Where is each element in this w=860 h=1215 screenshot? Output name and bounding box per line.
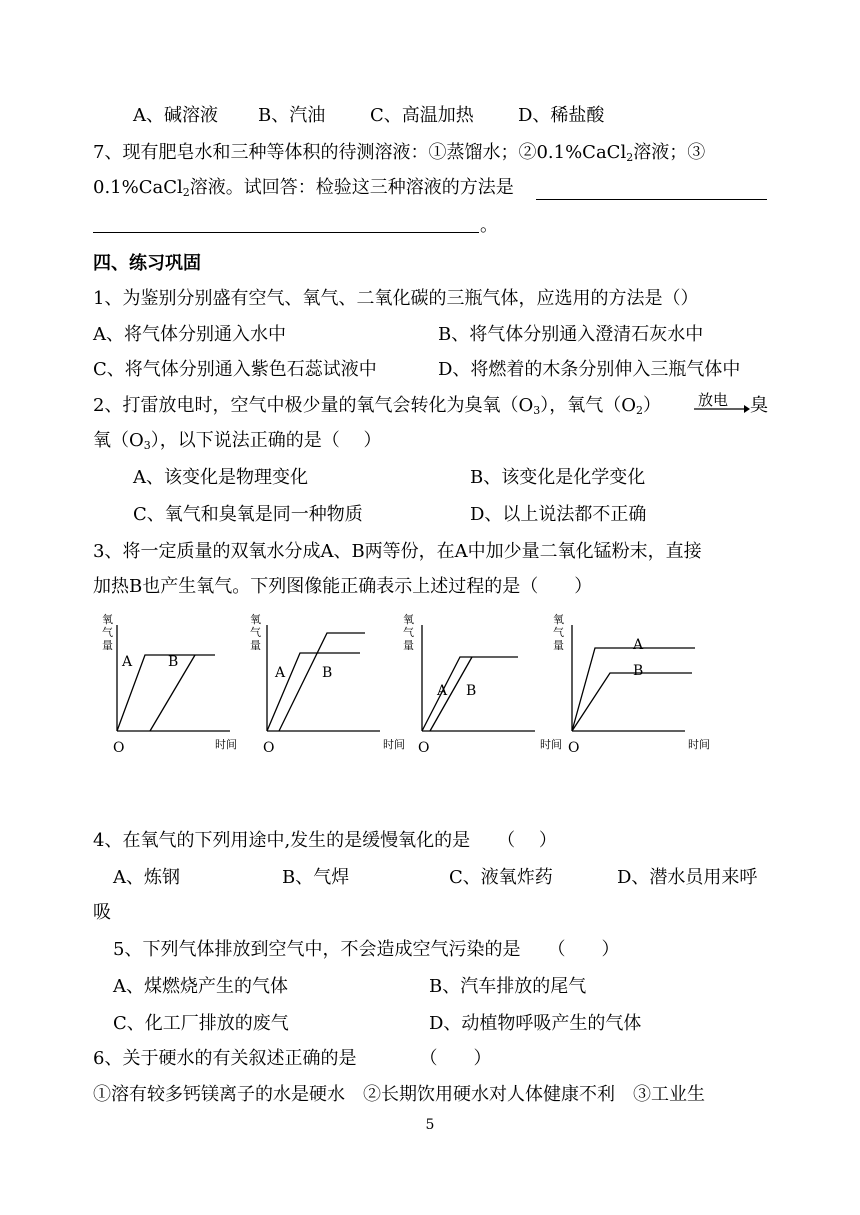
graph-1-label-a: A xyxy=(122,654,133,670)
p4-option-c: C、液氧炸药 xyxy=(449,867,553,888)
p6-stem: 6、关于硬水的有关叙述正确的是 （ ） xyxy=(93,1048,492,1069)
graph-1-ylabel-2: 气 xyxy=(102,626,113,639)
graph-1-ylabel-1: 氧 xyxy=(102,613,113,626)
p1-option-c: C、将气体分别通入紫色石蕊试液中 xyxy=(93,359,377,380)
graph-4-line-a xyxy=(572,648,695,731)
graph-2-ylabel-2: 气 xyxy=(250,626,261,639)
q7-line-1: 7、现有肥皂水和三种等体积的待测溶液：①蒸馏水；②0.1%CaCl$_2$溶液；③ xyxy=(93,142,706,164)
q6-option-a: A、碱溶液 xyxy=(133,105,218,126)
p4-option-d: D、潜水员用来呼 xyxy=(617,867,758,888)
p1-stem: 1、为鉴别分别盛有空气、氧气、二氧化碳的三瓶气体，应选用的方法是（） xyxy=(93,288,699,309)
p1-option-a: A、将气体分别通入水中 xyxy=(93,324,286,345)
p3-line-1: 3、将一定质量的双氧水分成A、B两等份，在A中加少量二氧化锰粉末，直接 xyxy=(93,541,702,562)
reaction-arrow-icon xyxy=(692,404,750,414)
graph-4-xlabel: 时间 xyxy=(688,738,710,751)
graph-2-ylabel-3: 量 xyxy=(250,639,261,652)
p2-option-b: B、该变化是化学变化 xyxy=(470,467,646,488)
graph-2-ylabel-1: 氧 xyxy=(250,613,261,626)
q6-option-b: B、汽油 xyxy=(258,105,326,126)
reaction-condition: 放电 xyxy=(698,391,729,409)
graph-4 xyxy=(550,605,710,756)
p3-line-2: 加热B也产生氧气。下列图像能正确表示上述过程的是（ ） xyxy=(93,576,593,597)
p4-option-d-cont: 吸 xyxy=(93,902,111,923)
graph-2-xlabel: 时间 xyxy=(383,738,405,751)
graph-3-ylabel-3: 量 xyxy=(403,639,414,652)
p2-option-c: C、氧气和臭氧是同一种物质 xyxy=(133,504,363,525)
p1-option-d: D、将燃着的木条分别伸入三瓶气体中 xyxy=(438,359,741,380)
p2-option-a: A、该变化是物理变化 xyxy=(133,467,308,488)
p1-option-b: B、将气体分别通入澄清石灰水中 xyxy=(438,324,704,345)
graph-3-ylabel-1: 氧 xyxy=(403,613,414,626)
p2-line-1: 2、打雷放电时，空气中极少量的氧气会转化为臭氧$(O_3)$，氧气$(O_2)$ xyxy=(93,395,661,417)
section-heading: 四、练习巩固 xyxy=(93,253,201,274)
p5-option-a: A、煤燃烧产生的气体 xyxy=(113,976,288,997)
q7-answer-blank-1[interactable] xyxy=(536,199,767,200)
p5-option-b: B、汽车排放的尾气 xyxy=(429,976,587,997)
graph-4-origin: O xyxy=(568,740,580,756)
q7-line-2: 0.1%CaCl$_2$溶液。试回答：检验这三种溶液的方法是 xyxy=(93,177,514,199)
graph-2-line-b xyxy=(279,633,365,731)
page-number: 5 xyxy=(425,1117,435,1133)
q6-option-d: D、稀盐酸 xyxy=(518,105,605,126)
p2-stem-end: 臭 xyxy=(750,395,768,416)
p5-option-c: C、化工厂排放的废气 xyxy=(113,1013,289,1034)
p2-option-d: D、以上说法都不正确 xyxy=(470,504,647,525)
graph-4-ylabel-2: 气 xyxy=(553,626,564,639)
graph-2-label-b: B xyxy=(322,665,333,681)
graph-4-ylabel-1: 氧 xyxy=(553,613,564,626)
graph-2-origin: O xyxy=(263,740,275,756)
graph-3 xyxy=(400,605,562,756)
p6-line-2: ①溶有较多钙镁离子的水是硬水 ②长期饮用硬水对人体健康不利 ③工业生 xyxy=(93,1084,705,1105)
graph-3-label-a: A xyxy=(437,683,448,699)
graph-3-label-b: B xyxy=(466,683,477,699)
graph-2-label-a: A xyxy=(275,665,286,681)
p5-stem: 5、下列气体排放到空气中，不会造成空气污染的是 （ ） xyxy=(113,939,620,960)
p5-option-d: D、动植物呼吸产生的气体 xyxy=(429,1013,642,1034)
graph-4-label-b: B xyxy=(633,663,644,679)
q7-answer-blank-2[interactable] xyxy=(93,232,479,233)
graph-1-origin: O xyxy=(113,740,125,756)
graph-1 xyxy=(95,605,245,755)
graph-1-xlabel: 时间 xyxy=(215,738,237,751)
p4-option-b: B、气焊 xyxy=(282,867,350,888)
graph-3-origin: O xyxy=(418,740,430,756)
graph-4-label-a: A xyxy=(633,637,644,653)
p4-stem: 4、在氧气的下列用途中,发生的是缓慢氧化的是 （ ） xyxy=(93,830,557,851)
graph-4-ylabel-3: 量 xyxy=(553,639,564,652)
q7-end-mark: 。 xyxy=(480,215,498,236)
graph-4-line-b xyxy=(572,673,692,731)
graph-1-ylabel-3: 量 xyxy=(102,639,113,652)
graph-1-label-b: B xyxy=(168,654,179,670)
graph-3-ylabel-2: 气 xyxy=(403,626,414,639)
p4-option-a: A、炼钢 xyxy=(113,867,180,888)
q6-option-c: C、高温加热 xyxy=(370,105,474,126)
p2-line-2: 氧$(O_3)$，以下说法正确的是（ ） xyxy=(93,430,382,452)
graph-2 xyxy=(245,605,405,756)
graph-3-xlabel: 时间 xyxy=(540,738,562,751)
